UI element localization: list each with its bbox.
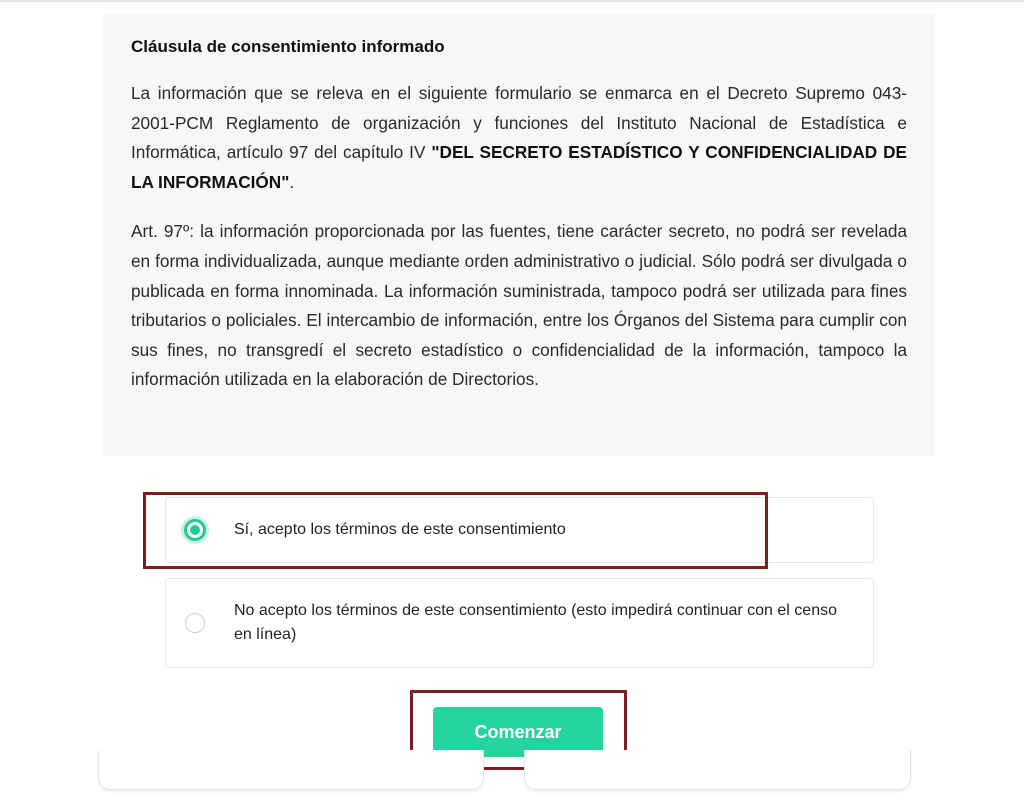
decree-end: . xyxy=(289,171,295,192)
consent-title: Cláusula de consentimiento informado xyxy=(131,37,445,56)
decline-consent-label: No acepto los términos de este consentimiento (esto impedirá continuar con el censo en línea) xyxy=(234,602,837,643)
decline-radio-icon[interactable] xyxy=(185,613,205,633)
radio-dot xyxy=(190,525,200,535)
decree-text: La información que se releva en el siguiente formulario se enmarca en el Decreto Supremo 043-2001-PCM Reglamento de organización y funciones del Instituto Nacional de Estadística e Informática, artículo 97 del capítulo IV xyxy=(131,83,907,163)
accept-consent-label: Sí, acepto los términos de este consentimiento xyxy=(234,521,566,538)
start-button[interactable]: Comenzar xyxy=(433,707,603,757)
top-divider xyxy=(0,0,1024,2)
consent-paragraph-article-97: Art. 97º: la información proporcionada por las fuentes, tiene carácter secreto, no podrá ser revelada en forma individualizada, aunque mediante orden administrativo o judicial. Sólo podrá ser divulgada o publicada en forma innominada. La información suministrada, tampoco podrá ser utilizada para fines tributarios o policiales. El intercambio de información, entre los Órganos del Sistema para cumplir con sus fines, no transgredí el secreto estadístico o confidencialidad de la información, tampoco la información utilizada en la elaboración de Directorios. xyxy=(131,221,907,390)
radio-ring xyxy=(184,519,206,541)
accept-consent-option[interactable] xyxy=(165,497,874,563)
consent-paragraph-decree xyxy=(131,79,907,197)
bottom-card-left xyxy=(98,750,484,790)
accept-radio-selected-icon[interactable] xyxy=(181,516,209,544)
bottom-card-right xyxy=(524,750,911,790)
decline-consent-option[interactable] xyxy=(165,578,874,668)
consent-clause-panel xyxy=(103,14,935,456)
decree-chapter-title: "DEL SECRETO ESTADÍSTICO Y CONFIDENCIALIDAD DE LA INFORMACIÓN" xyxy=(131,142,908,192)
